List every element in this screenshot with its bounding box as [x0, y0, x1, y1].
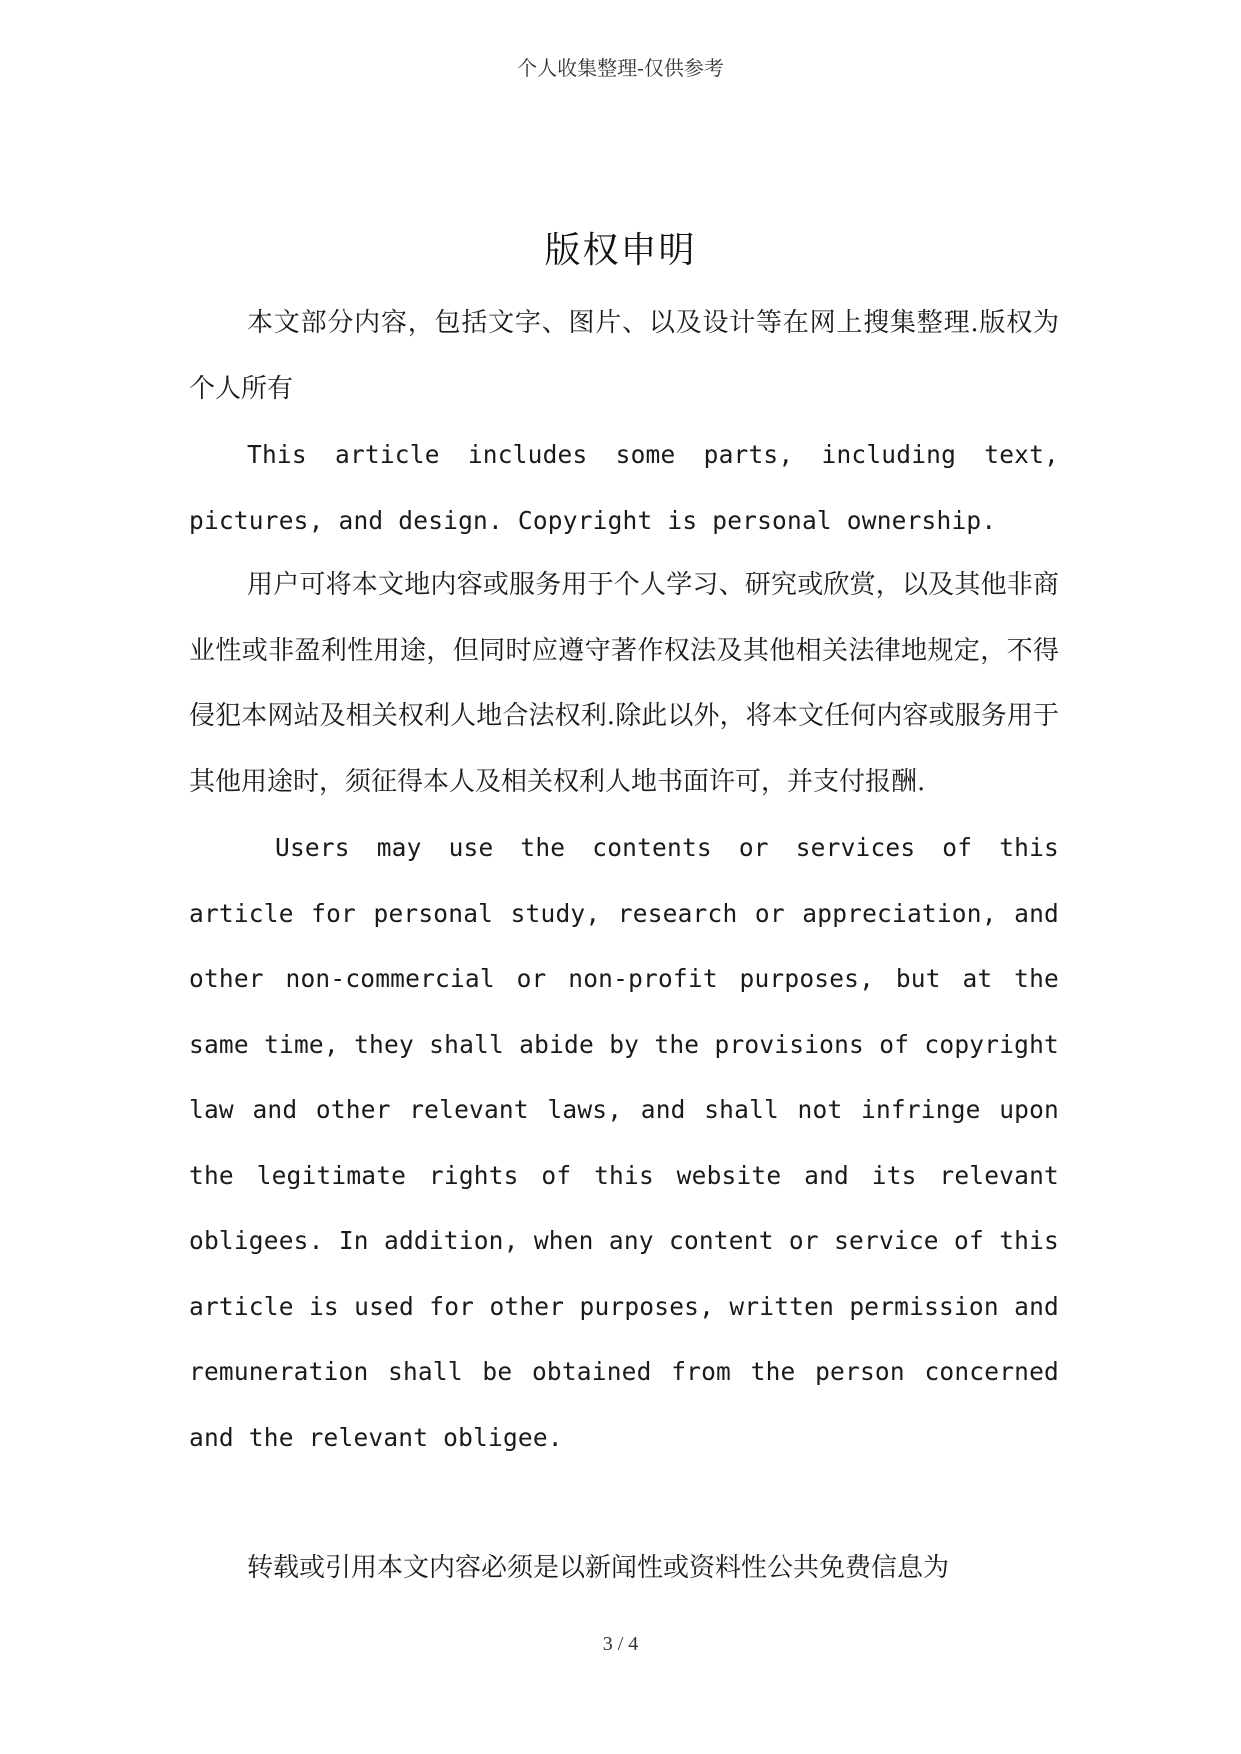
paragraph-reprint-cn: 转载或引用本文内容必须是以新闻性或资料性公共免费信息为 — [247, 1553, 950, 1583]
paragraph-usage-en: Users may use the contents or services of this article for personal study, research or appreciation, and other non-commercial or non-profit purposes, but at the same time, they shall abide by the provisions of copyright law and other relevant laws, and shall not infringe upon the legitimate rights of this website and its relevant obligees. In addition, when any content or service of this article is used for other purposes, written permission and remuneration shall be obtained from the person concerned and the relevant obligee. — [189, 833, 1059, 1452]
paragraph-usage-cn: 用户可将本文地内容或服务用于个人学习、研究或欣赏，以及其他非商业性或非盈利性用途，但同时应遵守著作权法及其他相关法律地规定，不得侵犯本网站及相关权利人地合法权利.除此以外，将本文任何内容或服务用于其他用途时，须征得本人及相关权利人地书面许可，并支付报酬. — [189, 570, 1059, 797]
document-title: 版权申明 — [544, 230, 697, 271]
page-number: 3 / 4 — [602, 1633, 639, 1655]
running-header: 个人收集整理-仅供参考 — [517, 56, 724, 80]
paragraph-copyright-cn: 本文部分内容，包括文字、图片、以及设计等在网上搜集整理.版权为个人所有 — [189, 308, 1059, 404]
paragraph-copyright-en: This article includes some parts, including text, pictures, and design. Copyright is personal ownership. — [189, 440, 1059, 535]
document-body — [189, 291, 1059, 1602]
